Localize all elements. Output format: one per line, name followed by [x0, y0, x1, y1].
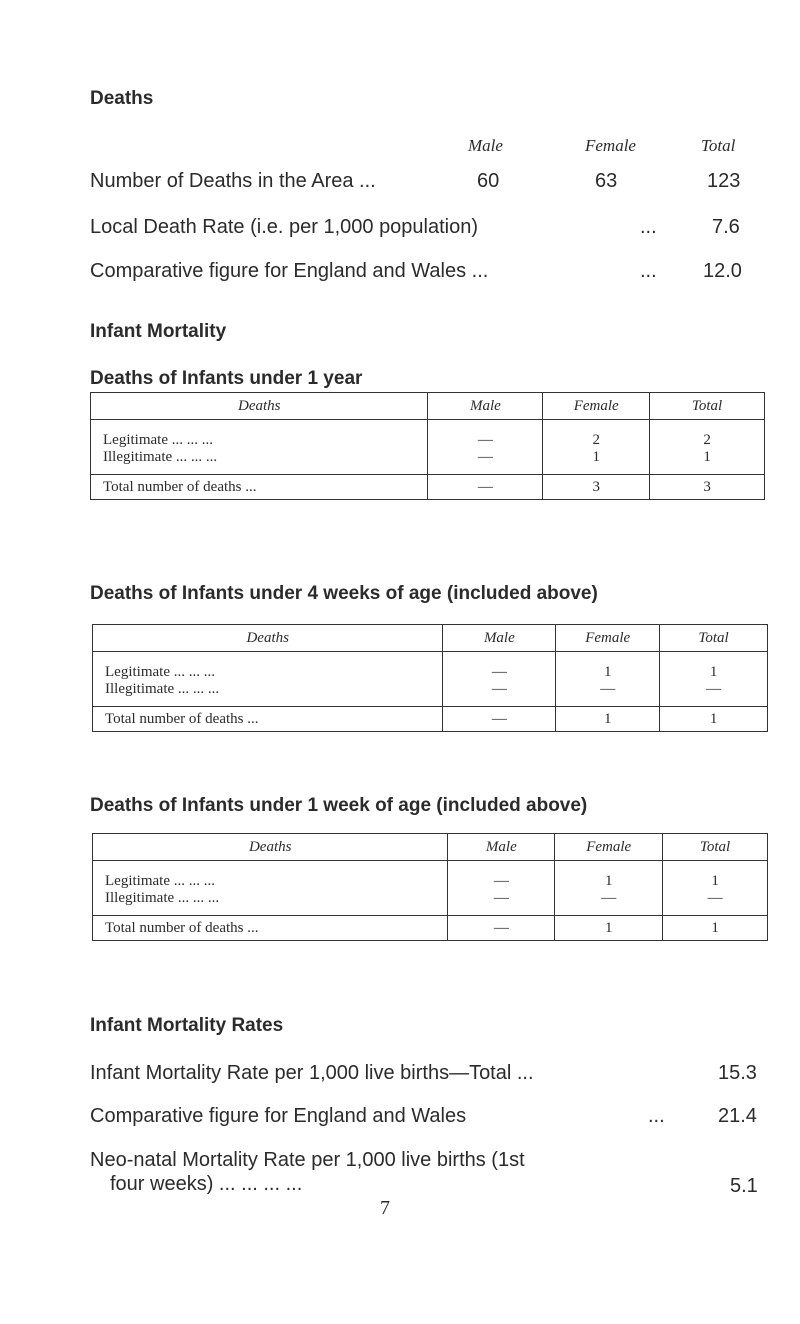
- table3-title: Deaths of Infants under 1 week of age (included above): [90, 795, 588, 816]
- illegitimate-female: 1: [592, 449, 600, 465]
- col-female: Female: [585, 136, 636, 155]
- legitimate-female: 2: [592, 432, 600, 448]
- table2-title: Deaths of Infants under 4 weeks of age (included above): [90, 583, 598, 604]
- rates-comparative-value: 21.4: [718, 1105, 757, 1127]
- legitimate-total: 2: [703, 432, 711, 448]
- header-female: Female: [555, 834, 663, 861]
- legitimate-female: 1: [603, 664, 612, 680]
- header-male: Male: [428, 393, 543, 420]
- total-deaths-label: Total number of deaths ...: [93, 916, 448, 941]
- legitimate-female: 1: [604, 873, 613, 889]
- rates-comparative-dots: ...: [648, 1105, 665, 1127]
- header-male: Male: [443, 625, 556, 652]
- legitimate-label: Legitimate ... ... ...: [105, 664, 215, 680]
- illegitimate-label: Illegitimate ... ... ...: [105, 681, 220, 697]
- illegitimate-total: —: [707, 890, 723, 906]
- header-male: Male: [448, 834, 555, 861]
- col-male: Male: [468, 136, 503, 155]
- total-total: 1: [660, 707, 768, 732]
- infant-rate-label: Infant Mortality Rate per 1,000 live births—Total ...: [90, 1062, 534, 1084]
- header-female: Female: [556, 625, 660, 652]
- total-total: 3: [650, 475, 765, 500]
- illegitimate-male: —: [493, 890, 509, 906]
- legitimate-total: 1: [711, 873, 719, 889]
- infants-under-1-year-table: [90, 392, 765, 500]
- header-total: Total: [650, 393, 765, 420]
- illegitimate-female: —: [601, 890, 617, 906]
- illegitimate-total: —: [706, 681, 722, 697]
- deaths-male-value: 60: [477, 170, 500, 192]
- total-female: 1: [555, 916, 663, 941]
- total-female: 1: [556, 707, 660, 732]
- legitimate-total: 1: [709, 664, 718, 680]
- legitimate-label: Legitimate ... ... ...: [105, 873, 215, 889]
- deaths-total-value: 123: [707, 170, 741, 192]
- total-male: —: [448, 916, 555, 941]
- page-number: 7: [380, 1197, 390, 1219]
- total-deaths-label: Total number of deaths ...: [91, 475, 428, 500]
- rates-comparative-label: Comparative figure for England and Wales: [90, 1105, 467, 1127]
- header-total: Total: [660, 625, 768, 652]
- infants-under-1-week-table: [92, 833, 768, 941]
- deaths-row-label: Number of Deaths in the Area ...: [90, 170, 376, 192]
- table1-title: Deaths of Infants under 1 year: [90, 368, 363, 389]
- illegitimate-male: —: [491, 681, 507, 697]
- infants-under-4-weeks-table: [92, 624, 768, 732]
- comparative-value: 12.0: [703, 260, 742, 282]
- death-rate-value: 7.6: [712, 216, 740, 238]
- death-rate-label: Local Death Rate (i.e. per 1,000 population): [90, 216, 479, 238]
- comparative-dots: ...: [640, 260, 657, 282]
- col-total: Total: [701, 136, 736, 155]
- neonatal-label-cont: four weeks) ... ... ... ...: [110, 1173, 303, 1195]
- neonatal-value: 5.1: [730, 1175, 758, 1197]
- total-female: 3: [543, 475, 650, 500]
- rates-title: Infant Mortality Rates: [90, 1015, 284, 1036]
- total-male: —: [428, 475, 543, 500]
- illegitimate-label: Illegitimate ... ... ...: [103, 449, 218, 465]
- header-total: Total: [663, 834, 768, 861]
- illegitimate-total: 1: [703, 449, 711, 465]
- total-male: —: [443, 707, 556, 732]
- illegitimate-label: Illegitimate ... ... ...: [105, 890, 220, 906]
- illegitimate-female: —: [600, 681, 616, 697]
- legitimate-male: —: [491, 664, 507, 680]
- infant-rate-value: 15.3: [718, 1062, 757, 1084]
- header-deaths: Deaths: [93, 834, 448, 861]
- illegitimate-male: —: [477, 449, 493, 465]
- legitimate-male: —: [477, 432, 493, 448]
- infant-mortality-title: Infant Mortality: [90, 321, 227, 342]
- header-deaths: Deaths: [91, 393, 428, 420]
- header-female: Female: [543, 393, 650, 420]
- death-rate-dots: ...: [640, 216, 657, 238]
- comparative-label: Comparative figure for England and Wales ...: [90, 260, 489, 282]
- header-deaths: Deaths: [93, 625, 443, 652]
- total-deaths-label: Total number of deaths ...: [93, 707, 443, 732]
- neonatal-label: Neo-natal Mortality Rate per 1,000 live births (1st: [90, 1149, 525, 1171]
- deaths-female-value: 63: [595, 170, 618, 192]
- total-total: 1: [663, 916, 768, 941]
- deaths-title: Deaths: [90, 88, 154, 109]
- legitimate-male: —: [493, 873, 509, 889]
- legitimate-label: Legitimate ... ... ...: [103, 432, 213, 448]
